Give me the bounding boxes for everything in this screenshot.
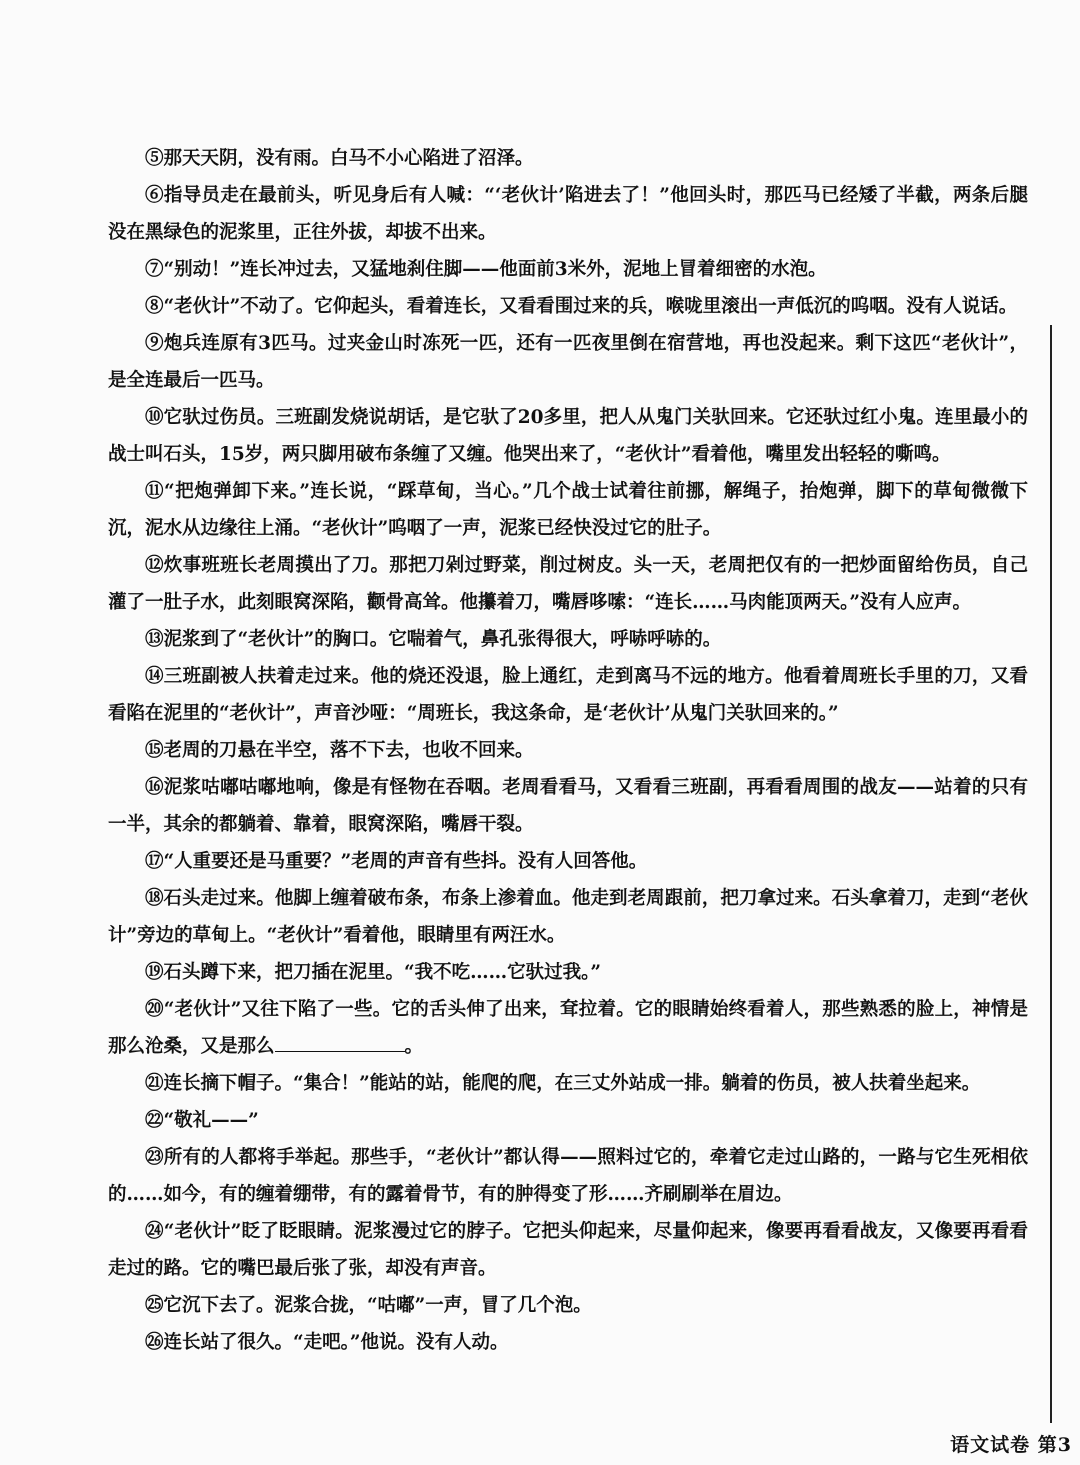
paragraph-13: ⑬泥浆到了“老伙计”的胸口。它喘着气，鼻孔张得很大，呼哧呼哧的。 bbox=[145, 629, 722, 650]
paragraph-5: ⑤那天天阴，没有雨。白马不小心陷进了沼泽。 bbox=[145, 148, 534, 169]
paragraph-20 bbox=[108, 991, 1028, 1065]
paragraph-17: ⑰“人重要还是马重要？”老周的声音有些抖。没有人回答他。 bbox=[145, 851, 648, 872]
paragraph-12: ⑫炊事班班长老周摸出了刀。那把刀剁过野菜，削过树皮。头一天，老周把仅有的一把炒面留给伤员，自己灌了一肚子水，此刻眼窝深陷，颧骨高耸。他攥着刀，嘴唇哆嗦：“连长……马肉能顶两天。”没有人应声。 bbox=[108, 555, 1028, 613]
paragraph-18: ⑱石头走过来。他脚上缠着破布条，布条上渗着血。他走到老周跟前，把刀拿过来。石头拿着刀，走到“老伙计”旁边的草甸上。“老伙计”看着他，眼睛里有两汪水。 bbox=[108, 888, 1028, 946]
paragraph-16: ⑯泥浆咕嘟咕嘟地响，像是有怪物在吞咽。老周看看马，又看看三班副，再看看周围的战友——站着的只有一半，其余的都躺着、靠着，眼窝深陷，嘴唇干裂。 bbox=[108, 777, 1028, 835]
paragraph-22: ㉒“敬礼——” bbox=[145, 1110, 259, 1131]
paragraph-23: ㉓所有的人都将手举起。那些手，“老伙计”都认得——照料过它的，牵着它走过山路的，一路与它生死相依的……如今，有的缠着绷带，有的露着骨节，有的肿得变了形……齐刷刷举在眉边。 bbox=[108, 1147, 1028, 1205]
paragraph-20-text: ⑳“老伙计”又往下陷了一些。它的舌头伸了出来，耷拉着。它的眼睛始终看着人，那些熟悉的脸上，神情是那么沧桑，又是那么 bbox=[108, 999, 1028, 1057]
paragraph-24: ㉔“老伙计”眨了眨眼睛。泥浆漫过它的脖子。它把头仰起来，尽量仰起来，像要再看看战友，又像要再看看走过的路。它的嘴巴最后张了张，却没有声音。 bbox=[108, 1221, 1028, 1279]
reading-passage bbox=[108, 140, 1028, 1361]
paragraph-6: ⑥指导员走在最前头，听见身后有人喊：“‘老伙计’陷进去了！”他回头时，那匹马已经矮了半截，两条后腿没在黑绿色的泥浆里，正往外拔，却拔不出来。 bbox=[108, 185, 1028, 243]
paragraph-14: ⑭三班副被人扶着走过来。他的烧还没退，脸上通红，走到离马不远的地方。他看着周班长手里的刀，又看看陷在泥里的“老伙计”，声音沙哑：“周班长，我这条命，是‘老伙计’从鬼门关驮回来的。” bbox=[108, 666, 1028, 724]
paragraph-8: ⑧“老伙计”不动了。它仰起头，看着连长，又看看围过来的兵，喉咙里滚出一声低沉的呜咽。没有人说话。 bbox=[145, 296, 1018, 317]
fill-in-blank[interactable] bbox=[275, 1031, 405, 1052]
paragraph-21: ㉑连长摘下帽子。“集合！”能站的站，能爬的爬，在三丈外站成一排。躺着的伤员，被人扶着坐起来。 bbox=[145, 1073, 981, 1094]
paragraph-9: ⑨炮兵连原有3匹马。过夹金山时冻死一匹，还有一匹夜里倒在宿营地，再也没起来。剩下这匹“老伙计”，是全连最后一匹马。 bbox=[108, 333, 1028, 391]
paragraph-19: ⑲石头蹲下来，把刀插在泥里。“我不吃……它驮过我。” bbox=[145, 962, 602, 983]
paragraph-26: ㉖连长站了很久。“走吧。”他说。没有人动。 bbox=[145, 1332, 509, 1353]
paragraph-10: ⑩它驮过伤员。三班副发烧说胡话，是它驮了20多里，把人从鬼门关驮回来。它还驮过红小鬼。连里最小的战士叫石头，15岁，两只脚用破布条缠了又缠。他哭出来了，“老伙计”看着他，嘴里发出轻轻的嘶鸣。 bbox=[108, 407, 1028, 465]
paragraph-20-end: 。 bbox=[404, 1036, 424, 1057]
paragraph-11: ⑪“把炮弹卸下来。”连长说，“踩草甸，当心。”几个战士试着往前挪，解绳子，抬炮弹，脚下的草甸微微下沉，泥水从边缘往上涌。“老伙计”呜咽了一声，泥浆已经快没过它的肚子。 bbox=[108, 481, 1028, 539]
paragraph-7: ⑦“别动！”连长冲过去，又猛地刹住脚——他面前3米外，泥地上冒着细密的水泡。 bbox=[145, 259, 827, 280]
paragraph-15: ⑮老周的刀悬在半空，落不下去，也收不回来。 bbox=[145, 740, 534, 761]
margin-line bbox=[1050, 325, 1052, 1423]
paragraph-25: ㉕它沉下去了。泥浆合拢，“咕嘟”一声，冒了几个泡。 bbox=[145, 1295, 592, 1316]
page-footer: 语文试卷 第3 bbox=[950, 1434, 1072, 1456]
